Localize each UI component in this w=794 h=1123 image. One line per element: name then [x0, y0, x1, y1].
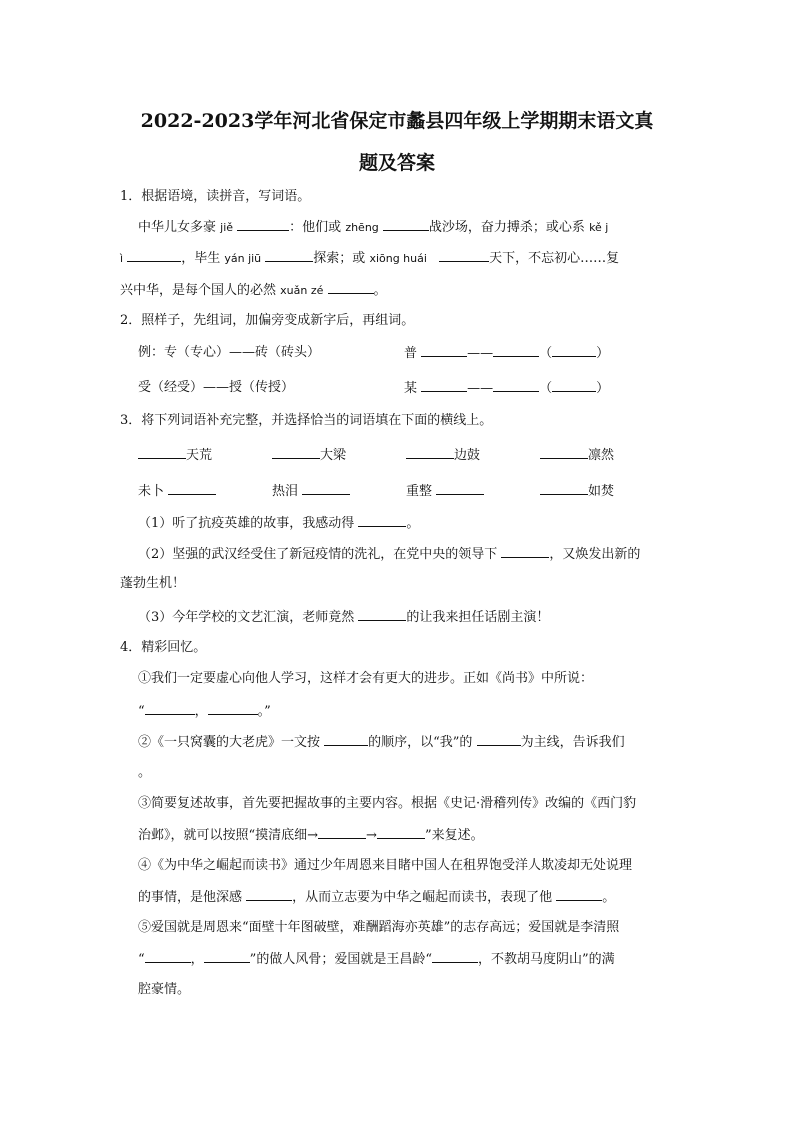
- title-line-2: 题及答案: [358, 152, 435, 174]
- q2-heading: 2．照样子，先组词，加偏旁变成新字后，再组词。: [120, 313, 415, 328]
- q2-dash: ——: [467, 381, 494, 396]
- q3-text: （3）今年学校的文艺汇演，老师竟然: [138, 610, 359, 625]
- q4-item-5-cont: [138, 950, 615, 969]
- answer-blank[interactable]: [501, 545, 549, 558]
- answer-blank[interactable]: [302, 482, 350, 495]
- q1-passage-line-3: [120, 281, 387, 300]
- answer-blank[interactable]: [421, 379, 467, 392]
- q2-char: 普: [404, 346, 418, 361]
- pinyin-hint: ì: [120, 252, 124, 265]
- q4-heading: 4．精彩回忆。: [120, 640, 207, 655]
- q3-word-3: [406, 446, 480, 465]
- answer-blank[interactable]: [324, 733, 368, 746]
- answer-blank[interactable]: [272, 446, 320, 459]
- q3-word-1: [138, 446, 212, 465]
- q4-text: 。”: [257, 704, 271, 719]
- answer-blank[interactable]: [540, 446, 588, 459]
- answer-blank[interactable]: [168, 482, 216, 495]
- q4-item-1-cont: [138, 702, 271, 721]
- q3-heading: 3．将下列词语补充完整，并选择恰当的词语填在下面的横线上。: [120, 413, 493, 428]
- q4-item-2: [138, 733, 625, 752]
- q4-item-3: ③简要复述故事，首先要把握故事的主要内容。根据《史记·滑稽列传》改编的《西门豹: [138, 796, 637, 811]
- answer-blank[interactable]: [145, 702, 195, 715]
- pinyin-hint: kě j: [589, 221, 609, 234]
- q3-text: ，又焕发出新的: [549, 547, 641, 562]
- q2-paren: ）: [596, 381, 610, 396]
- q3-word-text: 重整: [406, 484, 433, 499]
- q3-word-2: [272, 446, 346, 465]
- q3-text: （1）听了抗疫英雄的故事，我感动得: [138, 516, 359, 531]
- q4-text: 为主线，告诉我们: [520, 735, 625, 750]
- q2-paren: ）: [596, 346, 610, 361]
- q2-paren: （: [539, 346, 553, 361]
- q1-text: 兴中华，是每个国人的必然: [120, 283, 281, 298]
- pinyin-hint: jiě: [220, 221, 234, 234]
- q3-word-text: 边鼓: [454, 448, 481, 463]
- answer-blank[interactable]: [208, 702, 258, 715]
- q4-text: ”来复述。: [424, 828, 484, 843]
- q1-text: 中华儿女多豪: [138, 220, 221, 235]
- exam-title: [100, 100, 694, 184]
- q3-word-text: 大梁: [320, 448, 347, 463]
- q4-text: 。: [602, 890, 616, 905]
- q2-item-1: [404, 344, 609, 363]
- pinyin-hint: xiōng huái: [369, 252, 427, 265]
- answer-blank[interactable]: [145, 950, 191, 963]
- answer-blank[interactable]: [493, 379, 539, 392]
- q4-text: ，: [194, 704, 208, 719]
- answer-blank[interactable]: [556, 888, 602, 901]
- q3-word-text: 凛然: [588, 448, 615, 463]
- q4-text: ，从而立志要为中华之崛起而读书，表现了他: [292, 890, 557, 905]
- answer-blank[interactable]: [432, 950, 478, 963]
- answer-blank[interactable]: [204, 950, 250, 963]
- q2-char: 某: [404, 381, 418, 396]
- answer-blank[interactable]: [265, 249, 313, 262]
- pinyin-hint: xuǎn zé: [280, 284, 324, 297]
- q3-word-text: 如焚: [588, 484, 615, 499]
- answer-blank[interactable]: [540, 482, 588, 495]
- answer-blank[interactable]: [138, 446, 186, 459]
- q3-text: （2）坚强的武汉经受住了新冠疫情的洗礼，在党中央的领导下: [138, 547, 502, 562]
- answer-blank[interactable]: [439, 249, 489, 262]
- q1-text: 。: [373, 283, 387, 298]
- pinyin-hint: yán jiū: [224, 252, 262, 265]
- answer-blank[interactable]: [237, 218, 289, 231]
- answer-blank[interactable]: [383, 218, 429, 231]
- title-line-1: 2022-2023学年河北省保定市蠡县四年级上学期期末语文真: [140, 110, 654, 132]
- q4-text: 的事情，是他深感: [138, 890, 247, 905]
- q1-heading: 1．根据语境，读拼音，写词语。: [120, 189, 311, 204]
- q3-text: 。: [406, 516, 420, 531]
- q1-passage-line-1: [138, 218, 608, 237]
- q4-item-1: ①我们一定要虚心向他人学习，这样才会有更大的进步。正如《尚书》中所说：: [138, 671, 594, 686]
- q3-word-text: 天荒: [186, 448, 213, 463]
- q1-text: 探索；或: [313, 251, 370, 266]
- q1-text: ：他们或: [289, 220, 346, 235]
- q4-text: ②《一只窝囊的大老虎》一文按: [138, 735, 325, 750]
- answer-blank[interactable]: [358, 514, 406, 527]
- q4-text: “: [138, 704, 145, 719]
- answer-blank[interactable]: [377, 826, 425, 839]
- q1-text: 战沙场，奋力搏杀；或心系: [428, 220, 590, 235]
- q3-text: 的让我来担任话剧主演！: [406, 610, 550, 625]
- q4-item-5-end: 腔豪情。: [138, 982, 191, 997]
- answer-blank[interactable]: [493, 344, 539, 357]
- q4-item-2-cont: 。: [138, 765, 152, 780]
- q3-word-text: 未卜: [138, 484, 165, 499]
- q3-word-text: 热泪: [272, 484, 299, 499]
- q3-sentence-2-cont: 蓬勃生机！: [120, 576, 186, 591]
- answer-blank[interactable]: [552, 344, 596, 357]
- pinyin-hint: zhēng: [345, 221, 379, 234]
- q3-sentence-1: [138, 514, 419, 533]
- answer-blank[interactable]: [421, 344, 467, 357]
- q3-sentence-3: [138, 608, 549, 627]
- answer-blank[interactable]: [552, 379, 596, 392]
- answer-blank[interactable]: [127, 249, 181, 262]
- answer-blank[interactable]: [436, 482, 484, 495]
- q3-word-8: [540, 482, 614, 501]
- q3-sentence-2: [138, 545, 640, 564]
- answer-blank[interactable]: [328, 281, 374, 294]
- answer-blank[interactable]: [406, 446, 454, 459]
- q3-word-4: [540, 446, 614, 465]
- q4-text: ，: [190, 952, 204, 967]
- q4-text: ，不教胡马度阴山”的满: [477, 952, 615, 967]
- q1-text: ，毕生: [181, 251, 225, 266]
- q2-example-2: 受（经受）——授（传授）: [138, 380, 295, 395]
- q1-passage-line-2: [120, 249, 619, 268]
- q4-text: 的顺序，以“我”的: [368, 735, 477, 750]
- q4-text: “: [138, 952, 145, 967]
- q2-paren: （: [539, 381, 553, 396]
- q2-item-2: [404, 379, 609, 398]
- q4-item-3-cont: [138, 826, 484, 845]
- q4-item-5: ⑤爱国就是周恩来“面壁十年图破壁，难酬蹈海亦英雄”的志存高远；爱国就是李清照: [138, 920, 620, 935]
- q4-text: 治邺》，就可以按照“摸清底细→: [138, 828, 319, 843]
- q1-text: 天下，不忘初心……复: [489, 251, 620, 266]
- answer-blank[interactable]: [358, 608, 406, 621]
- q3-word-7: [406, 482, 484, 501]
- answer-blank[interactable]: [318, 826, 366, 839]
- q4-item-4: ④《为中华之崛起而读书》通过少年周恩来目睹中国人在租界饱受洋人欺凌却无处说理: [138, 858, 633, 873]
- q4-text: →: [366, 828, 377, 843]
- q2-dash: ——: [467, 346, 494, 361]
- q4-text: ”的做人风骨；爱国就是王昌龄“: [249, 952, 432, 967]
- answer-blank[interactable]: [477, 733, 521, 746]
- q3-word-5: [138, 482, 216, 501]
- q3-word-6: [272, 482, 350, 501]
- q4-item-4-cont: [138, 888, 615, 907]
- q2-example-1: 例：专（专心）——砖（砖头）: [138, 345, 321, 360]
- answer-blank[interactable]: [246, 888, 292, 901]
